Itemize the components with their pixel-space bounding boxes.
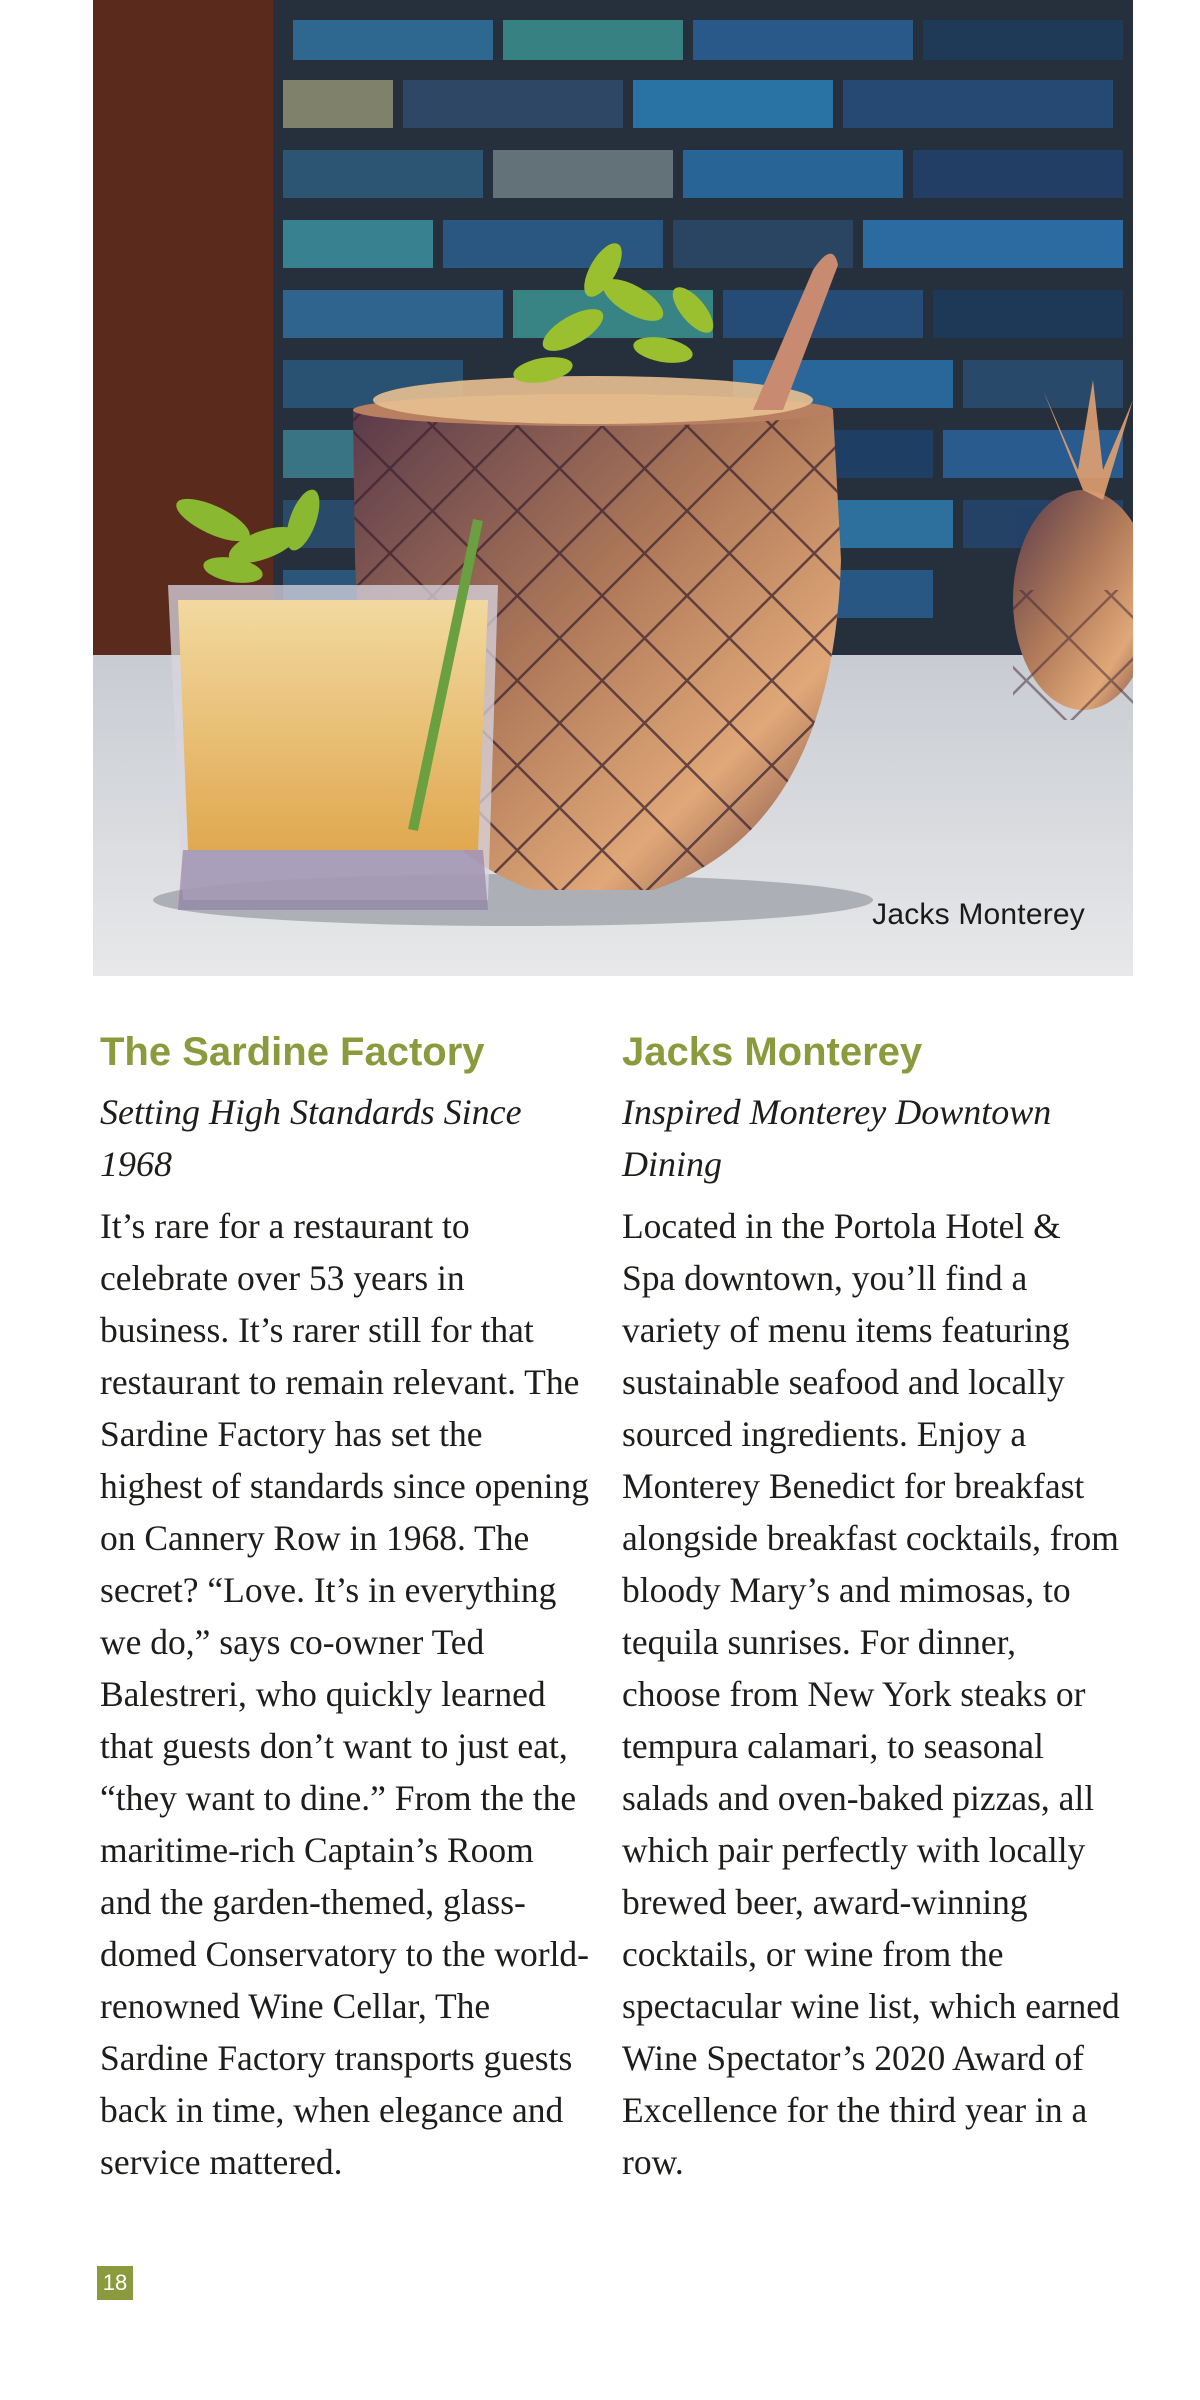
article-body: Located in the Portola Hotel & Spa downtown, you’ll find a variety of menu items featuring sustainable seafood and locally sourced ingredients. Enjoy a Monterey Benedict for breakfast alongside breakfast cocktails, from bloody Mary’s and mimosas, to tequila sunrises. For dinner, choose from New York steaks or tempura calamari, to seasonal salads and oven-baked pizzas, all which pair perfectly with locally brewed beer, award-winning cocktails, or wine from the spectacular wine list, which earned Wine Spectator’s 2020 Award of Excellence for the third year in a row. xyxy=(622,1206,1120,2182)
photo-caption: Jacks Monterey xyxy=(872,898,1085,931)
article-jacks-monterey xyxy=(622,1024,1122,2188)
article-subheading: Inspired Monterey Downtown Dining xyxy=(622,1092,1052,1184)
article-body: It’s rare for a restaurant to celebrate over 53 years in business. It’s rarer still for that restaurant to remain relevant. The Sardine Factory has set the highest of standards since opening on Cannery Row in 1968. The secret? “Love. It’s in everything we do,” says co-owner Ted Balestreri, who quickly learned that guests don’t want to just eat, “they want to dine.” From the the maritime-rich Captain’s Room and the garden-themed, glass-domed Conservatory to the world-renowned Wine Cellar, The Sardine Factory transports guests back in time, when elegance and service mattered. xyxy=(100,1206,590,2182)
cocktail-photo xyxy=(93,0,1133,976)
cocktail-illustration xyxy=(93,0,1133,976)
article-heading: Jacks Monterey xyxy=(622,1030,923,1074)
article-sardine-factory xyxy=(100,1024,590,2188)
article-heading: The Sardine Factory xyxy=(100,1030,485,1074)
article-subheading: Setting High Standards Since 1968 xyxy=(100,1092,522,1184)
page-number: 18 xyxy=(97,2266,133,2300)
